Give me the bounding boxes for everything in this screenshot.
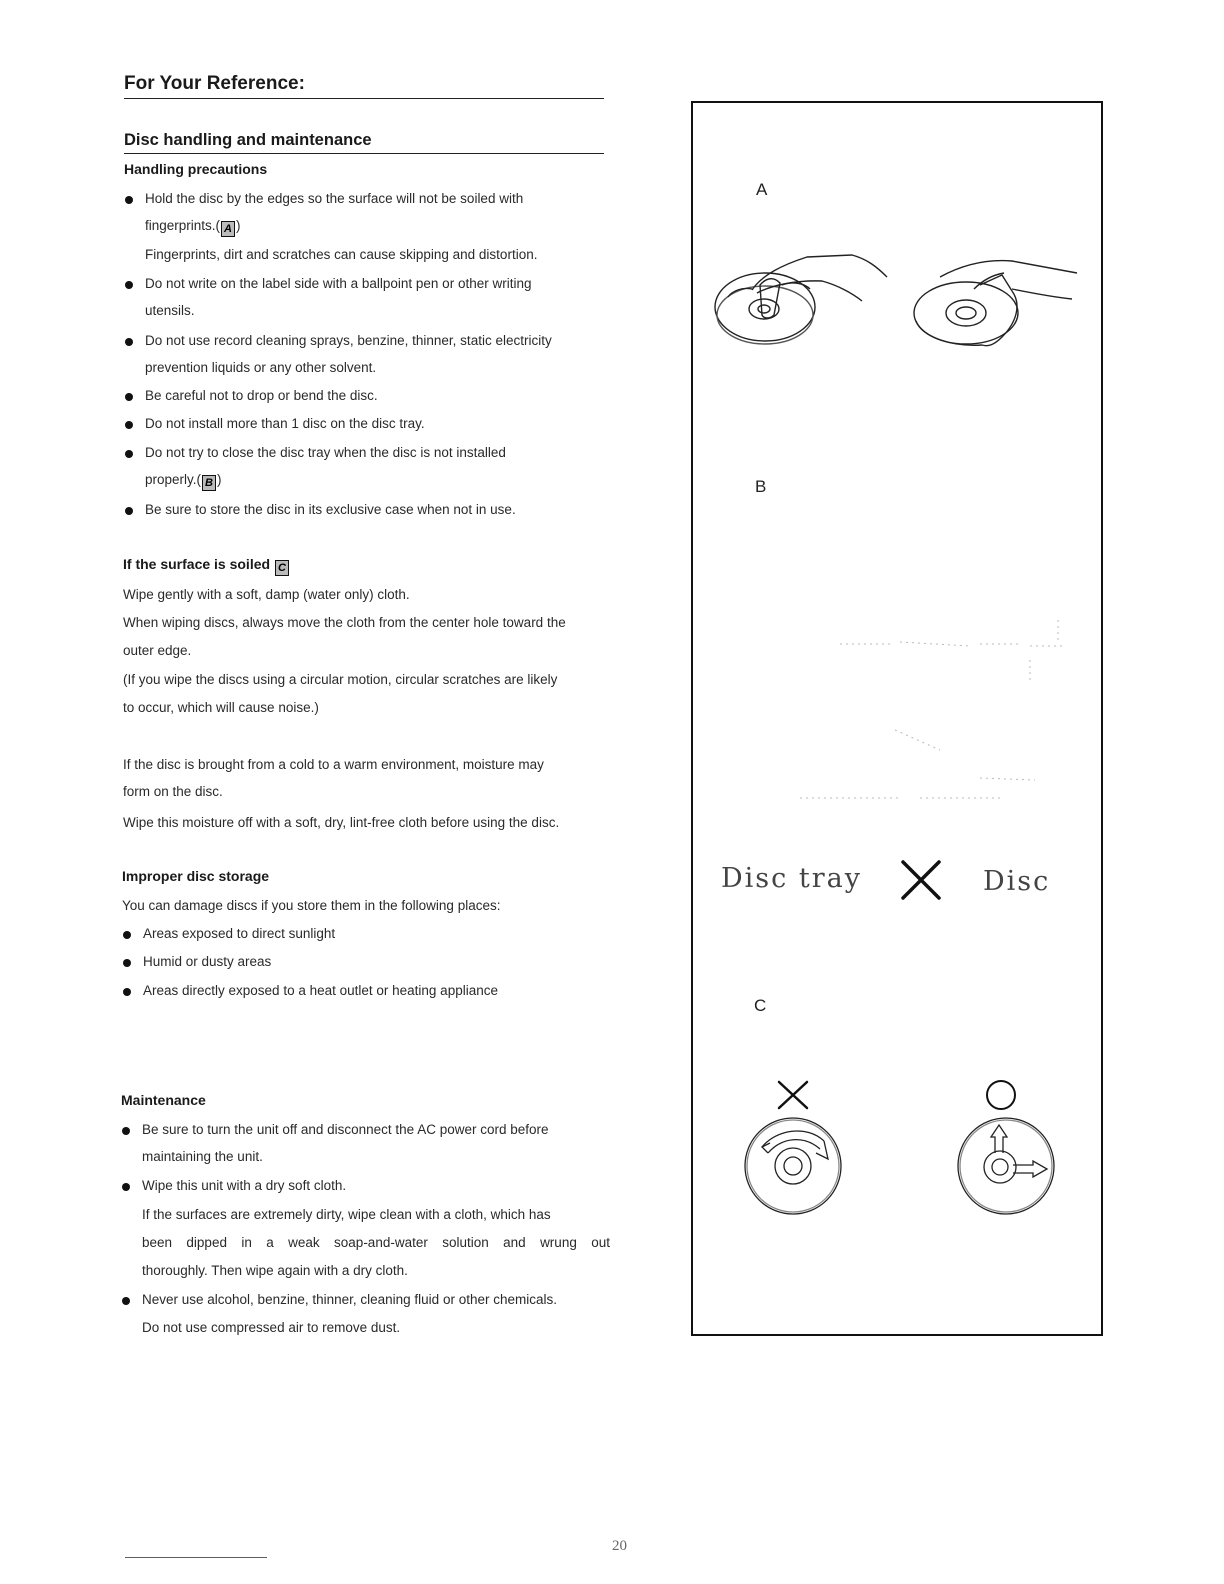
ref-a-icon: A (221, 221, 235, 237)
soiled-heading: If the surface is soiled C (123, 556, 290, 576)
storage-intro: You can damage discs if you store them in the following places: (122, 898, 501, 913)
handling-bullet-2-cont: utensils. (145, 303, 195, 318)
storage-item-2: Humid or dusty areas (143, 954, 272, 969)
moisture-line-1: If the disc is brought from a cold to a warm environment, moisture may (123, 757, 544, 772)
figure-a-label: A (756, 180, 768, 199)
handling-bullet-4: Be careful not to drop or bend the disc. (145, 388, 378, 403)
handling-precautions-heading: Handling precautions (124, 161, 268, 177)
maintenance-bullet-1-cont: maintaining the unit. (142, 1149, 263, 1164)
section-title: Disc handling and maintenance (124, 131, 604, 154)
figure-b-label: B (755, 477, 767, 496)
figure-a-hand-holding-disc-icon (712, 245, 1082, 360)
wrong-x-icon (899, 858, 943, 902)
ref-c-icon: C (275, 560, 289, 576)
maintenance-bullet-1: Be sure to turn the unit off and disconnect the AC power cord before (142, 1122, 549, 1137)
soiled-line-3: outer edge. (123, 643, 192, 658)
ref-b-icon: B (202, 475, 216, 491)
handling-bullet-2: Do not write on the label side with a ballpoint pen or other writing (145, 276, 532, 291)
figure-c-label: C (754, 996, 767, 1015)
maintenance-bullet-2-line-3: been dipped in a weak soap-and-water solution and wrung out (142, 1235, 610, 1250)
handling-bullet-3-cont: prevention liquids or any other solvent. (145, 360, 377, 375)
maintenance-bullet-3: Never use alcohol, benzine, thinner, cleaning fluid or other chemicals. (142, 1292, 557, 1307)
maintenance-bullet-2-line-4: thoroughly. Then wipe again with a dry cloth. (142, 1263, 408, 1278)
disc-tray-label: Disc tray (721, 863, 862, 894)
storage-item-1: Areas exposed to direct sunlight (143, 926, 336, 941)
maintenance-bullet-3-cont: Do not use compressed air to remove dust. (142, 1320, 401, 1335)
moisture-line-2: form on the disc. (123, 784, 223, 799)
wrong-wipe-x-icon (776, 1080, 810, 1110)
handling-bullet-3: Do not use record cleaning sprays, benzine, thinner, static electricity (145, 333, 552, 348)
moisture-line-3: Wipe this moisture off with a soft, dry, lint-free cloth before using the disc. (123, 815, 560, 830)
maintenance-bullet-2-line-2: If the surfaces are extremely dirty, wipe clean with a cloth, which has (142, 1207, 551, 1222)
soiled-line-4: (If you wipe the discs using a circular motion, circular scratches are likely (123, 672, 558, 687)
handling-bullet-5: Do not install more than 1 disc on the disc tray. (145, 416, 425, 431)
maintenance-bullet-2: Wipe this unit with a dry soft cloth. (142, 1178, 347, 1193)
handling-bullet-1-note: Fingerprints, dirt and scratches can cause skipping and distortion. (145, 247, 538, 262)
figure-b-faint-illustration (780, 620, 1080, 810)
soiled-line-2: When wiping discs, always move the cloth from the center hole toward the (123, 615, 566, 630)
footer-rule (125, 1557, 267, 1558)
circular-wipe-disc-icon (742, 1115, 844, 1217)
handling-bullet-1: Hold the disc by the edges so the surface will not be soiled with (145, 191, 524, 206)
storage-item-3: Areas directly exposed to a heat outlet or heating appliance (143, 983, 498, 998)
handling-bullet-1-cont: fingerprints.( A ) (145, 218, 241, 235)
page-number: 20 (612, 1538, 627, 1554)
soiled-line-1: Wipe gently with a soft, damp (water only) cloth. (123, 587, 410, 602)
page-title: For Your Reference: (124, 73, 604, 99)
soiled-line-5: to occur, which will cause noise.) (123, 700, 319, 715)
disc-label: Disc (983, 866, 1051, 897)
handling-bullet-6-cont: properly.( B ) (145, 472, 222, 489)
correct-o-icon (986, 1080, 1016, 1110)
maintenance-heading: Maintenance (121, 1092, 206, 1108)
handling-bullet-6: Do not try to close the disc tray when the disc is not installed (145, 445, 506, 460)
radial-wipe-disc-icon (955, 1115, 1057, 1217)
storage-heading: Improper disc storage (122, 868, 270, 884)
handling-bullet-7: Be sure to store the disc in its exclusive case when not in use. (145, 502, 516, 517)
